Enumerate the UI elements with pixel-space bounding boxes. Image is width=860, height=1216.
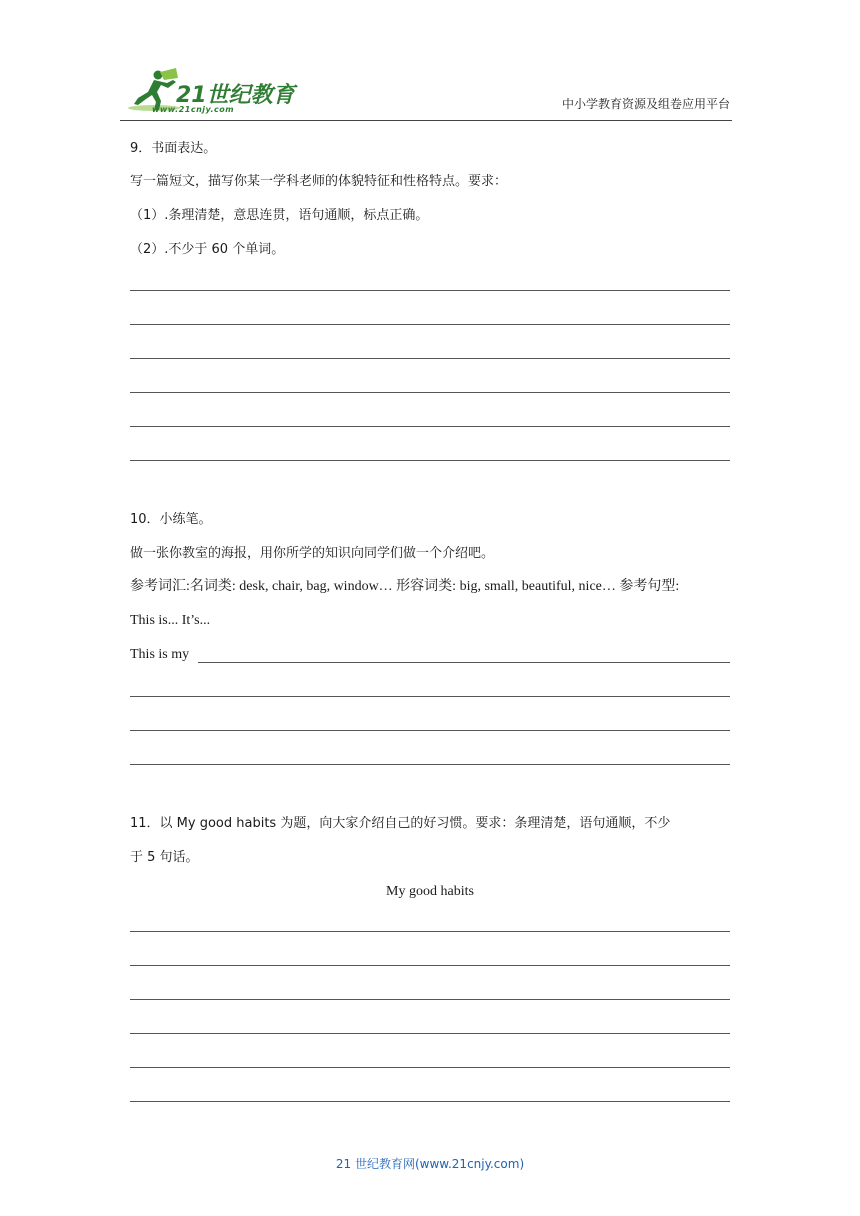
answer-line[interactable] <box>130 426 730 427</box>
q9-requirement-1: （1）.条理清楚，意思连贯，语句通顺，标点正确。 <box>130 208 429 223</box>
q9-requirement-2: （2）.不少于 60 个单词。 <box>130 242 285 257</box>
q11-prompt-line-1: 11．以 My good habits 为题，向大家介绍自己的好习惯。要求：条理清楚，语句通顺，不少 <box>130 816 671 831</box>
essay-title: My good habits <box>386 884 474 899</box>
answer-line[interactable] <box>130 392 730 393</box>
q10-prompt: 做一张你教室的海报，用你所学的知识向同学们做一个介绍吧。 <box>130 546 495 561</box>
page-header <box>120 64 732 121</box>
answer-line[interactable] <box>130 460 730 461</box>
answer-line[interactable] <box>130 931 730 932</box>
q10-title: 10．小练笔。 <box>130 512 212 527</box>
q9-prompt: 写一篇短文，描写你某一学科老师的体貌特征和性格特点。要求： <box>130 174 508 189</box>
q11-prompt-line-2: 于 5 句话。 <box>130 850 199 865</box>
answer-line[interactable] <box>130 999 730 1000</box>
answer-line[interactable] <box>130 730 730 731</box>
q10-pattern: This is... It’s... <box>130 613 211 628</box>
logo-text: 21世纪教育 <box>176 83 295 108</box>
q10-starter: This is my <box>130 647 190 662</box>
logo-url: www.21cnjy.com <box>152 105 235 114</box>
answer-line[interactable] <box>130 290 730 291</box>
platform-label: 中小学教育资源及组卷应用平台 <box>561 97 730 111</box>
answer-line[interactable] <box>130 1101 730 1102</box>
answer-line[interactable] <box>198 662 730 663</box>
answer-line[interactable] <box>130 764 730 765</box>
site-logo <box>124 68 294 116</box>
q9-title: 9．书面表达。 <box>130 141 217 156</box>
answer-line[interactable] <box>130 965 730 966</box>
answer-line[interactable] <box>130 1067 730 1068</box>
answer-line[interactable] <box>130 696 730 697</box>
answer-line[interactable] <box>130 1033 730 1034</box>
answer-line[interactable] <box>130 324 730 325</box>
answer-line[interactable] <box>130 358 730 359</box>
q10-reference: 参考词汇:名词类: desk, chair, bag, window… 形容词类: big, small, beautiful, nice… 参考句型: <box>130 579 680 594</box>
footer-link[interactable]: 21 世纪教育网(www.21cnjy.com) <box>335 1157 525 1171</box>
